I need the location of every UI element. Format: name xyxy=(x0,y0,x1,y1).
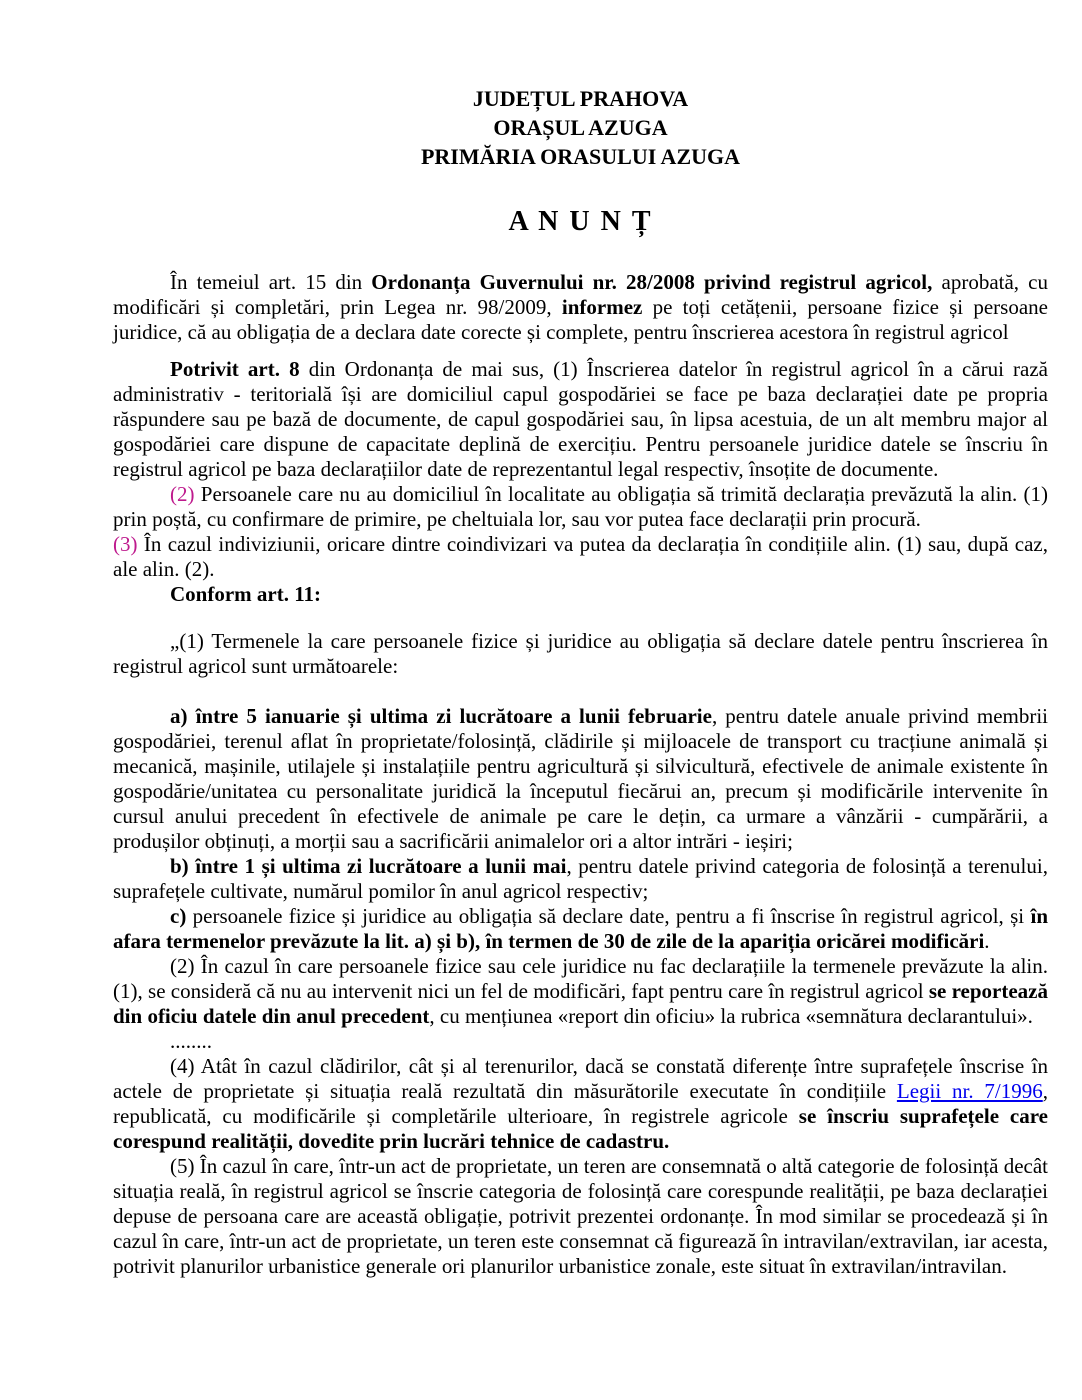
text-run: c) xyxy=(170,904,187,928)
text-run: , cu mențiunea «report din oficiu» la rubrica «semnătura declarantului». xyxy=(429,1004,1033,1028)
text-run: , republicată, cu modificările și completările ulterioare, în registrele agricole xyxy=(113,1079,1048,1128)
text-run: informez xyxy=(561,295,643,319)
paragraph-conform-art11 xyxy=(113,582,1048,607)
text-run: (5) În cazul în care, într-un act de proprietate, un teren are consemnată o altă categorie de folosință decât situația reală, în registrul agricol se înscrie categoria de folosință care corespunde realității, pe baza declarației depuse de persoana care are această obligație, potrivit prezentei ordonanțe. În mod similar se procedează și în cazul în care, într-un act de proprietate, un teren este consemnat că figurează în intravilan/extravilan, iar acesta, potrivit planurilor urbanistice generale ori planurilor urbanistice zonale, este situat în extravilan/intravilan. xyxy=(113,1154,1048,1278)
text-run: (2) În cazul în care persoanele fizice sau cele juridice nu fac declarațiile la termenele prevăzute la alin. (1), se consideră că nu au intervenit nici un fel de modificări, fapt pentru care în registrul agricol xyxy=(113,954,1048,1003)
text-run: În temeiul art. 15 din xyxy=(170,270,372,294)
paragraph-art8-alin1 xyxy=(113,357,1048,482)
paragraph-ellipsis xyxy=(113,1029,1048,1054)
text-run: (3) xyxy=(113,532,138,556)
paragraph-art11-alin1 xyxy=(113,629,1048,679)
text-run: , pentru datele anuale privind membrii gospodăriei, terenul aflat în proprietate/folosință, clădirile și mijloacele de transport cu tracțiune animală și mecanică, mașinile, utilajele și instalațiile pentru agricultură și silvicultură, efectivele de animale existente în gospodărie/unitatea cu personalitate juridică la începutul fiecărui an, precum și modificările intervenite în cursul anului precedent în efectivele de animale pe care le dețin, ca urmare a vânzării - cumpărării, a produșilor obținuți, a morții sau a sacrificării animalelor ori a altor intrări - ieșiri; xyxy=(113,704,1049,853)
paragraph-lit-b xyxy=(113,854,1048,904)
text-run: b) între 1 și ultima zi lucrătoare a lunii mai xyxy=(170,854,567,878)
text-run: aprobată, cu modificări și completări, prin Legea nr. 98/2009, xyxy=(113,270,1048,319)
paragraph-lit-a xyxy=(113,704,1048,854)
paragraph-intro xyxy=(113,270,1048,345)
paragraph-alin5 xyxy=(113,1154,1048,1279)
text-run: În cazul indiviziunii, oricare dintre coindivizari va putea da declarația în condițiile alin. (1) sau, după caz, ale alin. (2). xyxy=(113,532,1048,581)
paragraph-art8-alin3 xyxy=(113,532,1048,582)
text-run: „(1) Termenele la care persoanele fizice și juridice au obligația să declare datele pentru înscrierea în registrul agricol sunt următoarele: xyxy=(113,629,1048,678)
text-run: în afara termenelor prevăzute la lit. a) și b), în termen de 30 de zile de la apariția oricărei modificări xyxy=(113,904,1048,953)
text-run: , pentru datele privind categoria de folosință a terenului, suprafețele cultivate, numărul pomilor în anul agricol respectiv; xyxy=(113,854,1048,903)
text-run: pe toți cetățenii, persoane fizice și persoane juridice, că au obligația de a declara date corecte și complete, pentru înscrierea acestora în registrul agricol xyxy=(113,295,1048,344)
text-run: Potrivit art. 8 xyxy=(170,357,300,381)
text-run: a) între 5 ianuarie și ultima zi lucrătoare a lunii februarie xyxy=(170,704,712,728)
header-county: JUDEȚUL PRAHOVA xyxy=(472,86,689,111)
header-town: ORAȘUL AZUGA xyxy=(493,115,668,140)
document-body xyxy=(113,270,1048,1279)
text-run: ........ xyxy=(170,1029,212,1053)
header-townhall: PRIMĂRIA ORASULUI AZUGA xyxy=(420,144,741,169)
paragraph-alin4 xyxy=(113,1054,1048,1154)
text-run: Conform art. 11: xyxy=(170,582,322,606)
paragraph-art11-alin2 xyxy=(113,954,1048,1029)
text-run: se reportează din oficiu datele din anul precedent xyxy=(113,979,1048,1028)
paragraph-art8-alin2 xyxy=(113,482,1048,532)
paragraph-lit-c xyxy=(113,904,1048,954)
text-run: din Ordonanța de mai sus, (1) Înscrierea datelor în registrul agricol în a cărui rază administrativ - teritorială își are domiciliul capul gospodăriei se face pe baza declarației date pe propria răspundere sau pe bază de documente, de capul gospodăriei sau, în lipsa acestuia, de un alt membru major al gospodăriei care dispune de capacitate deplină de exercițiu. Pentru persoanele juridice datele se înscriu în registrul agricol pe baza declarațiilor date de reprezentantul legal respectiv, însoțite de documente. xyxy=(113,357,1048,481)
page-title: A N U N Ț xyxy=(508,206,653,237)
text-run: . xyxy=(984,929,990,953)
text-run: persoanele fizice și juridice au obligația să declare date, pentru a fi înscrise în registrul agricol, și xyxy=(186,904,1031,928)
text-run: Persoanele care nu au domiciliul în localitate au obligația să trimită declarația prevăzută la alin. (1) prin poștă, cu confirmare de primire, pe cheltuiala lor, sau vor putea face declarații prin procură. xyxy=(113,482,1048,531)
text-run: (2) xyxy=(170,482,195,506)
document-header xyxy=(113,84,1048,171)
text-run: se înscriu suprafețele care corespund realității, dovedite prin lucrări tehnice de cadastru. xyxy=(113,1104,1048,1153)
text-run: (4) Atât în cazul clădirilor, cât și al terenurilor, dacă se constată diferențe între suprafețele înscrise în actele de proprietate și situația reală rezultată din măsurătorile executate în condițiile xyxy=(113,1054,1048,1103)
law-link[interactable]: Legii nr. 7/1996 xyxy=(896,1079,1043,1103)
text-run: Ordonanța Guvernului nr. 28/2008 privind registrul agricol, xyxy=(371,270,933,294)
